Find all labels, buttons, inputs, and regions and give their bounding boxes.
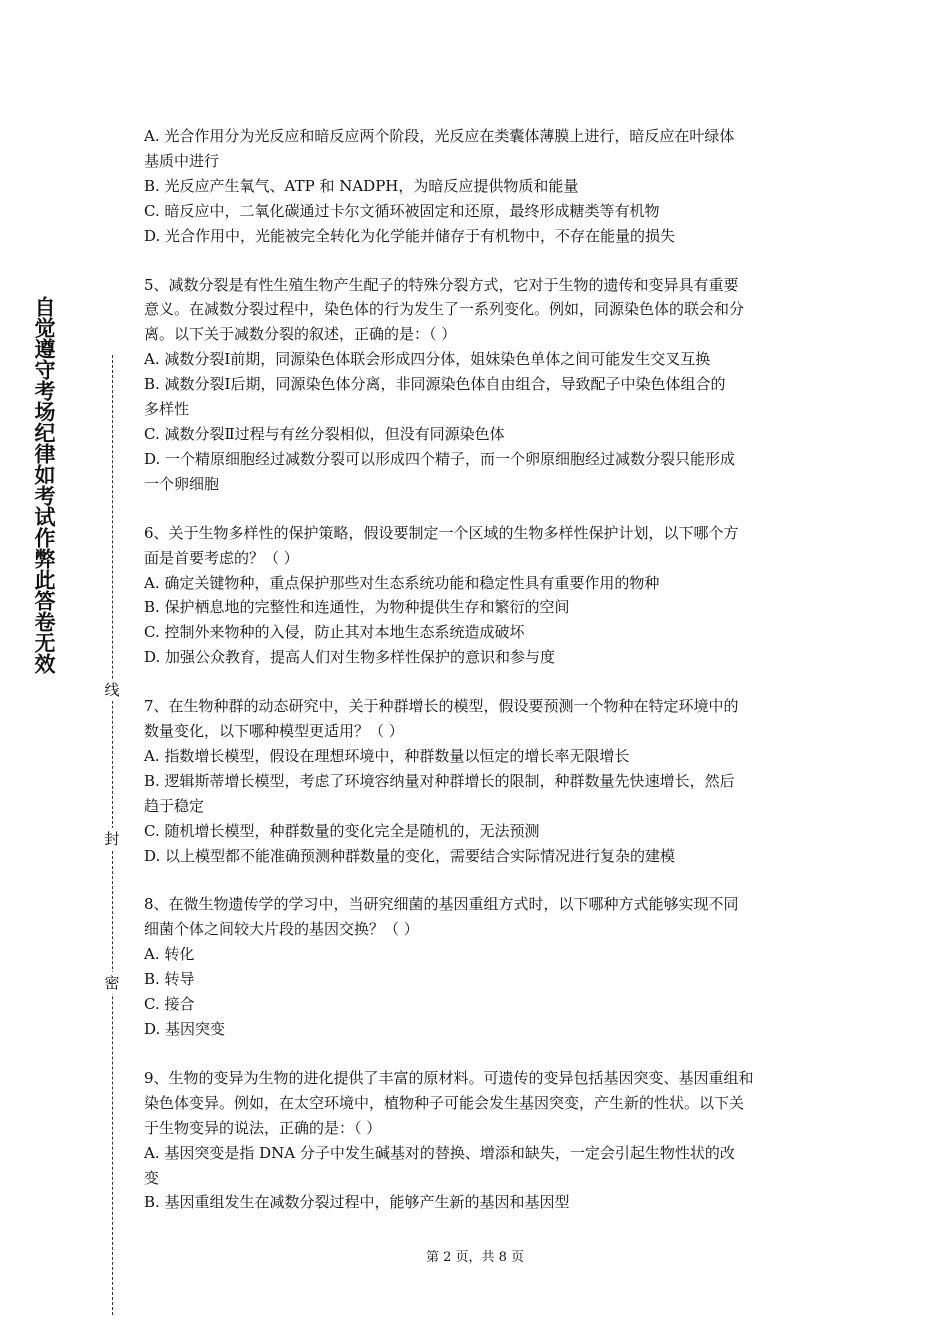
question-line: C. 减数分裂Ⅱ过程与有丝分裂相似，但没有同源染色体 [144, 424, 505, 443]
question-line: B. 转导 [144, 970, 195, 989]
cut-mark-line: 线 [104, 681, 120, 699]
question-line: D. 一个精原细胞经过减数分裂可以形成四个精子，而一个卵原细胞经过减数分裂只能形成 [144, 449, 736, 468]
cut-mark-seal: 封 [104, 830, 120, 848]
question-line: 8、在微生物遗传学的学习中，当研究细菌的基因重组方式时，以下哪种方式能够实现不同 [144, 895, 739, 914]
exam-discipline-notice: 自觉遵守考场纪律如考试作弊此答卷无效 [32, 296, 56, 674]
question-line: A. 指数增长模型，假设在理想环境中，种群数量以恒定的增长率无限增长 [144, 746, 630, 765]
question-line: 数量变化，以下哪种模型更适用？（ ） [144, 722, 404, 741]
question-line: 趋于稳定 [144, 796, 205, 815]
question-line: A. 基因突变是指 DNA 分子中发生碱基对的替换、增添和缺失，一定会引起生物性状的改 [144, 1143, 735, 1162]
question-line: 离。以下关于减数分裂的叙述，正确的是：（ ） [144, 325, 457, 344]
question-8 [144, 892, 808, 1041]
question-line: 基质中进行 [144, 151, 220, 170]
question-5 [144, 273, 808, 497]
cut-mark-secret: 密 [104, 974, 120, 992]
question-line: D. 基因突变 [144, 1020, 226, 1038]
question-line: 多样性 [144, 400, 190, 419]
question-line: B. 基因重组发生在减数分裂过程中，能够产生新的基因和基因型 [144, 1193, 570, 1212]
question-line: C. 控制外来物种的入侵，防止其对本地生态系统造成破坏 [144, 623, 525, 642]
question-line: B. 保护栖息地的完整性和连通性，为物种提供生存和繁衍的空间 [144, 598, 570, 617]
question-line: D. 以上模型都不能准确预测种群数量的变化，需要结合实际情况进行复杂的建模 [144, 846, 676, 865]
question-line: 面是首要考虑的？（ ） [144, 548, 299, 567]
question-line: 一个卵细胞 [144, 474, 220, 493]
question-line: D. 光合作用中，光能被完全转化为化学能并储存于有机物中，不存在能量的损失 [144, 226, 676, 245]
question-line: 细菌个体之间较大片段的基因交换？（ ） [144, 920, 419, 939]
question-line: A. 光合作用分为光反应和暗反应两个阶段，光反应在类囊体薄膜上进行，暗反应在叶绿体 [144, 127, 735, 145]
question-line: B. 逻辑斯蒂增长模型，考虑了环境容纳量对种群增长的限制，种群数量先快速增长，然后 [144, 771, 735, 790]
question-4-options [144, 124, 808, 249]
question-line: 9、生物的变异为生物的进化提供了丰富的原材料。可遗传的变异包括基因突变、基因重组和 [144, 1068, 754, 1087]
question-content [144, 124, 808, 1239]
question-9 [144, 1066, 808, 1215]
page-number-footer: 第 2 页，共 8 页 [425, 1250, 525, 1265]
question-line: A. 确定关键物种，重点保护那些对生态系统功能和稳定性具有重要作用的物种 [144, 573, 660, 592]
question-line: 7、在生物种群的动态研究中，关于种群增长的模型，假设要预测一个物种在特定环境中的 [144, 697, 739, 716]
question-6 [144, 521, 808, 670]
question-line: 意义。在减数分裂过程中，染色体的行为发生了一系列变化。例如，同源染色体的联会和分 [144, 300, 745, 319]
question-line: B. 光反应产生氧气、ATP 和 NADPH，为暗反应提供物质和能量 [144, 176, 579, 195]
question-line: D. 加强公众教育，提高人们对生物多样性保护的意识和参与度 [144, 648, 556, 667]
question-line: 5、减数分裂是有性生殖生物产生配子的特殊分裂方式，它对于生物的遗传和变异具有重要 [144, 275, 739, 294]
question-line: B. 减数分裂Ⅰ后期，同源染色体分离，非同源染色体自由组合，导致配子中染色体组合的 [144, 375, 726, 394]
question-7 [144, 694, 808, 868]
question-line: A. 减数分裂Ⅰ前期，同源染色体联会形成四分体，姐妹染色单体之间可能发生交叉互换 [144, 350, 711, 369]
question-line: 6、关于生物多样性的保护策略，假设要制定一个区域的生物多样性保护计划，以下哪个方 [144, 523, 739, 542]
question-line: 于生物变异的说法，正确的是：（ ） [144, 1118, 382, 1137]
question-line: C. 随机增长模型，种群数量的变化完全是随机的，无法预测 [144, 821, 540, 840]
question-line: 变 [144, 1168, 160, 1187]
question-line: C. 暗反应中，二氧化碳通过卡尔文循环被固定和还原，最终形成糖类等有机物 [144, 201, 660, 220]
question-line: A. 转化 [144, 945, 195, 964]
question-line: C. 接合 [144, 995, 195, 1014]
question-line: 染色体变异。例如，在太空环境中，植物种子可能会发生基因突变，产生新的性状。以下关 [144, 1093, 745, 1112]
